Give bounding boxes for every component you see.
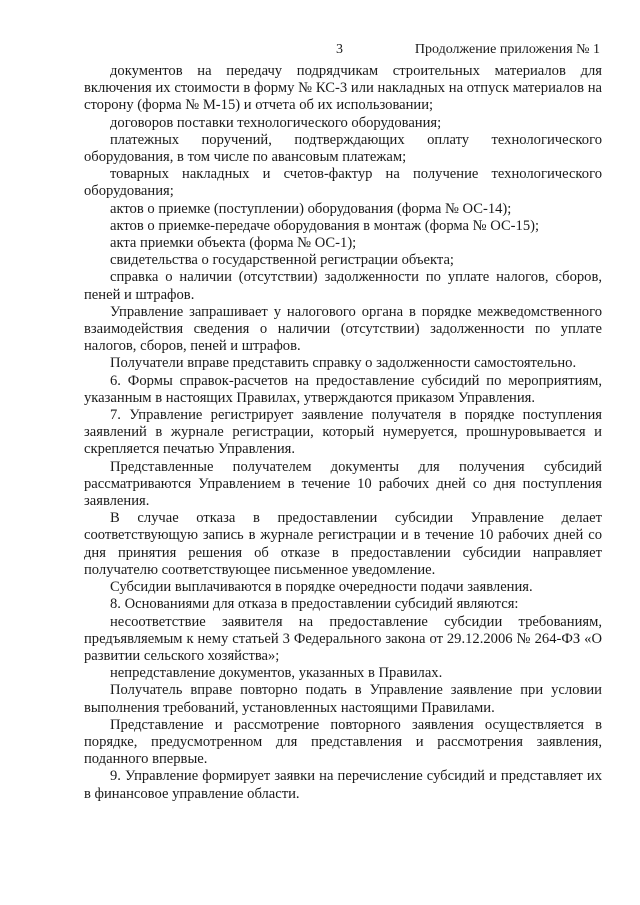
paragraph-resubmission: Получатель вправе повторно подать в Управление заявление при условии выполнения требований, установленных настоящими Правилами.	[84, 682, 602, 716]
paragraph-acts-os14: актов о приемке (поступлении) оборудования (форма № ОС-14);	[110, 200, 512, 217]
paragraph-recipients-right: Получатели вправе представить справку о задолженности самостоятельно.	[110, 355, 577, 372]
paragraph-noncompliance: несоответствие заявителя на предоставление субсидии требованиям, предъявляемым к нему статьей 3 Федерального закона от 29.12.2006 № 264-ФЗ «О развитии сельского хозяйства»;	[84, 613, 602, 664]
paragraph-waybills: товарных накладных и счетов-фактур на получение технологического оборудования;	[84, 166, 602, 200]
paragraph-acts-os15: актов о приемке-передаче оборудования в монтаж (форма № ОС-15);	[110, 217, 540, 234]
paragraph-management-request: Управление запрашивает у налогового органа в порядке межведомственного взаимодействия сведения о наличии (отсутствии) задолженности по уплате налогов, сборов, пеней и штрафов.	[84, 303, 602, 355]
paragraph-item-6: 6. Формы справок-расчетов на предоставление субсидий по мероприятиям, указанным в настоящих Правилах, утверждаются приказом Управления.	[84, 372, 602, 406]
paragraph-review-period: Представленные получателем документы для получения субсидий рассматриваются Управлением в течение 10 рабочих дней со дня поступления заявления.	[84, 458, 602, 510]
paragraph-registration-certificate: свидетельства о государственной регистрации объекта;	[110, 252, 454, 269]
document-body	[84, 63, 602, 803]
paragraph-item-7: 7. Управление регистрирует заявление получателя в порядке поступления заявлений в журнале регистрации, который нумеруется, прошнуровывается и скрепляется печатью Управления.	[84, 407, 602, 458]
paragraph-supply-contracts: договоров поставки технологического оборудования;	[110, 114, 442, 131]
appendix-continuation-label: Продолжение приложения № 1	[414, 42, 600, 57]
paragraph-missing-documents: непредставление документов, указанных в Правилах.	[110, 665, 443, 682]
paragraph-tax-debt-certificate: справка о наличии (отсутствии) задолженности по уплате налогов, сборов, пеней и штрафов.	[84, 269, 602, 303]
paragraph-documents-transfer: документов на передачу подрядчикам строительных материалов для включения их стоимости в форму № КС-3 или накладных на отпуск материалов на сторону (форма № М-15) и отчета об их использовании;	[84, 63, 602, 114]
paragraph-refusal-notice: В случае отказа в предоставлении субсидии Управление делает соответствующую запись в журнале регистрации и в течение 10 рабочих дней со дня принятия решения об отказе в предоставлении субсидии направляет получателю соответствующее письменное уведомление.	[84, 510, 602, 578]
paragraph-payment-order: Субсидии выплачиваются в порядке очередности подачи заявления.	[110, 579, 533, 596]
paragraph-item-9: 9. Управление формирует заявки на перечисление субсидий и представляет их в финансовое управление области.	[84, 768, 602, 802]
paragraph-act-os1: акта приемки объекта (форма № ОС-1);	[110, 235, 357, 252]
paragraph-resubmission-review: Представление и рассмотрение повторного заявления осуществляется в порядке, предусмотренном для представления и рассмотрения заявления, поданного впервые.	[84, 716, 602, 768]
paragraph-item-8: 8. Основаниями для отказа в предоставлении субсидий являются:	[110, 596, 519, 613]
page-header	[0, 42, 640, 62]
page-number: 3	[336, 42, 343, 57]
paragraph-payment-orders: платежных поручений, подтверждающих оплату технологического оборудования, в том числе по авансовым платежам;	[84, 131, 602, 166]
